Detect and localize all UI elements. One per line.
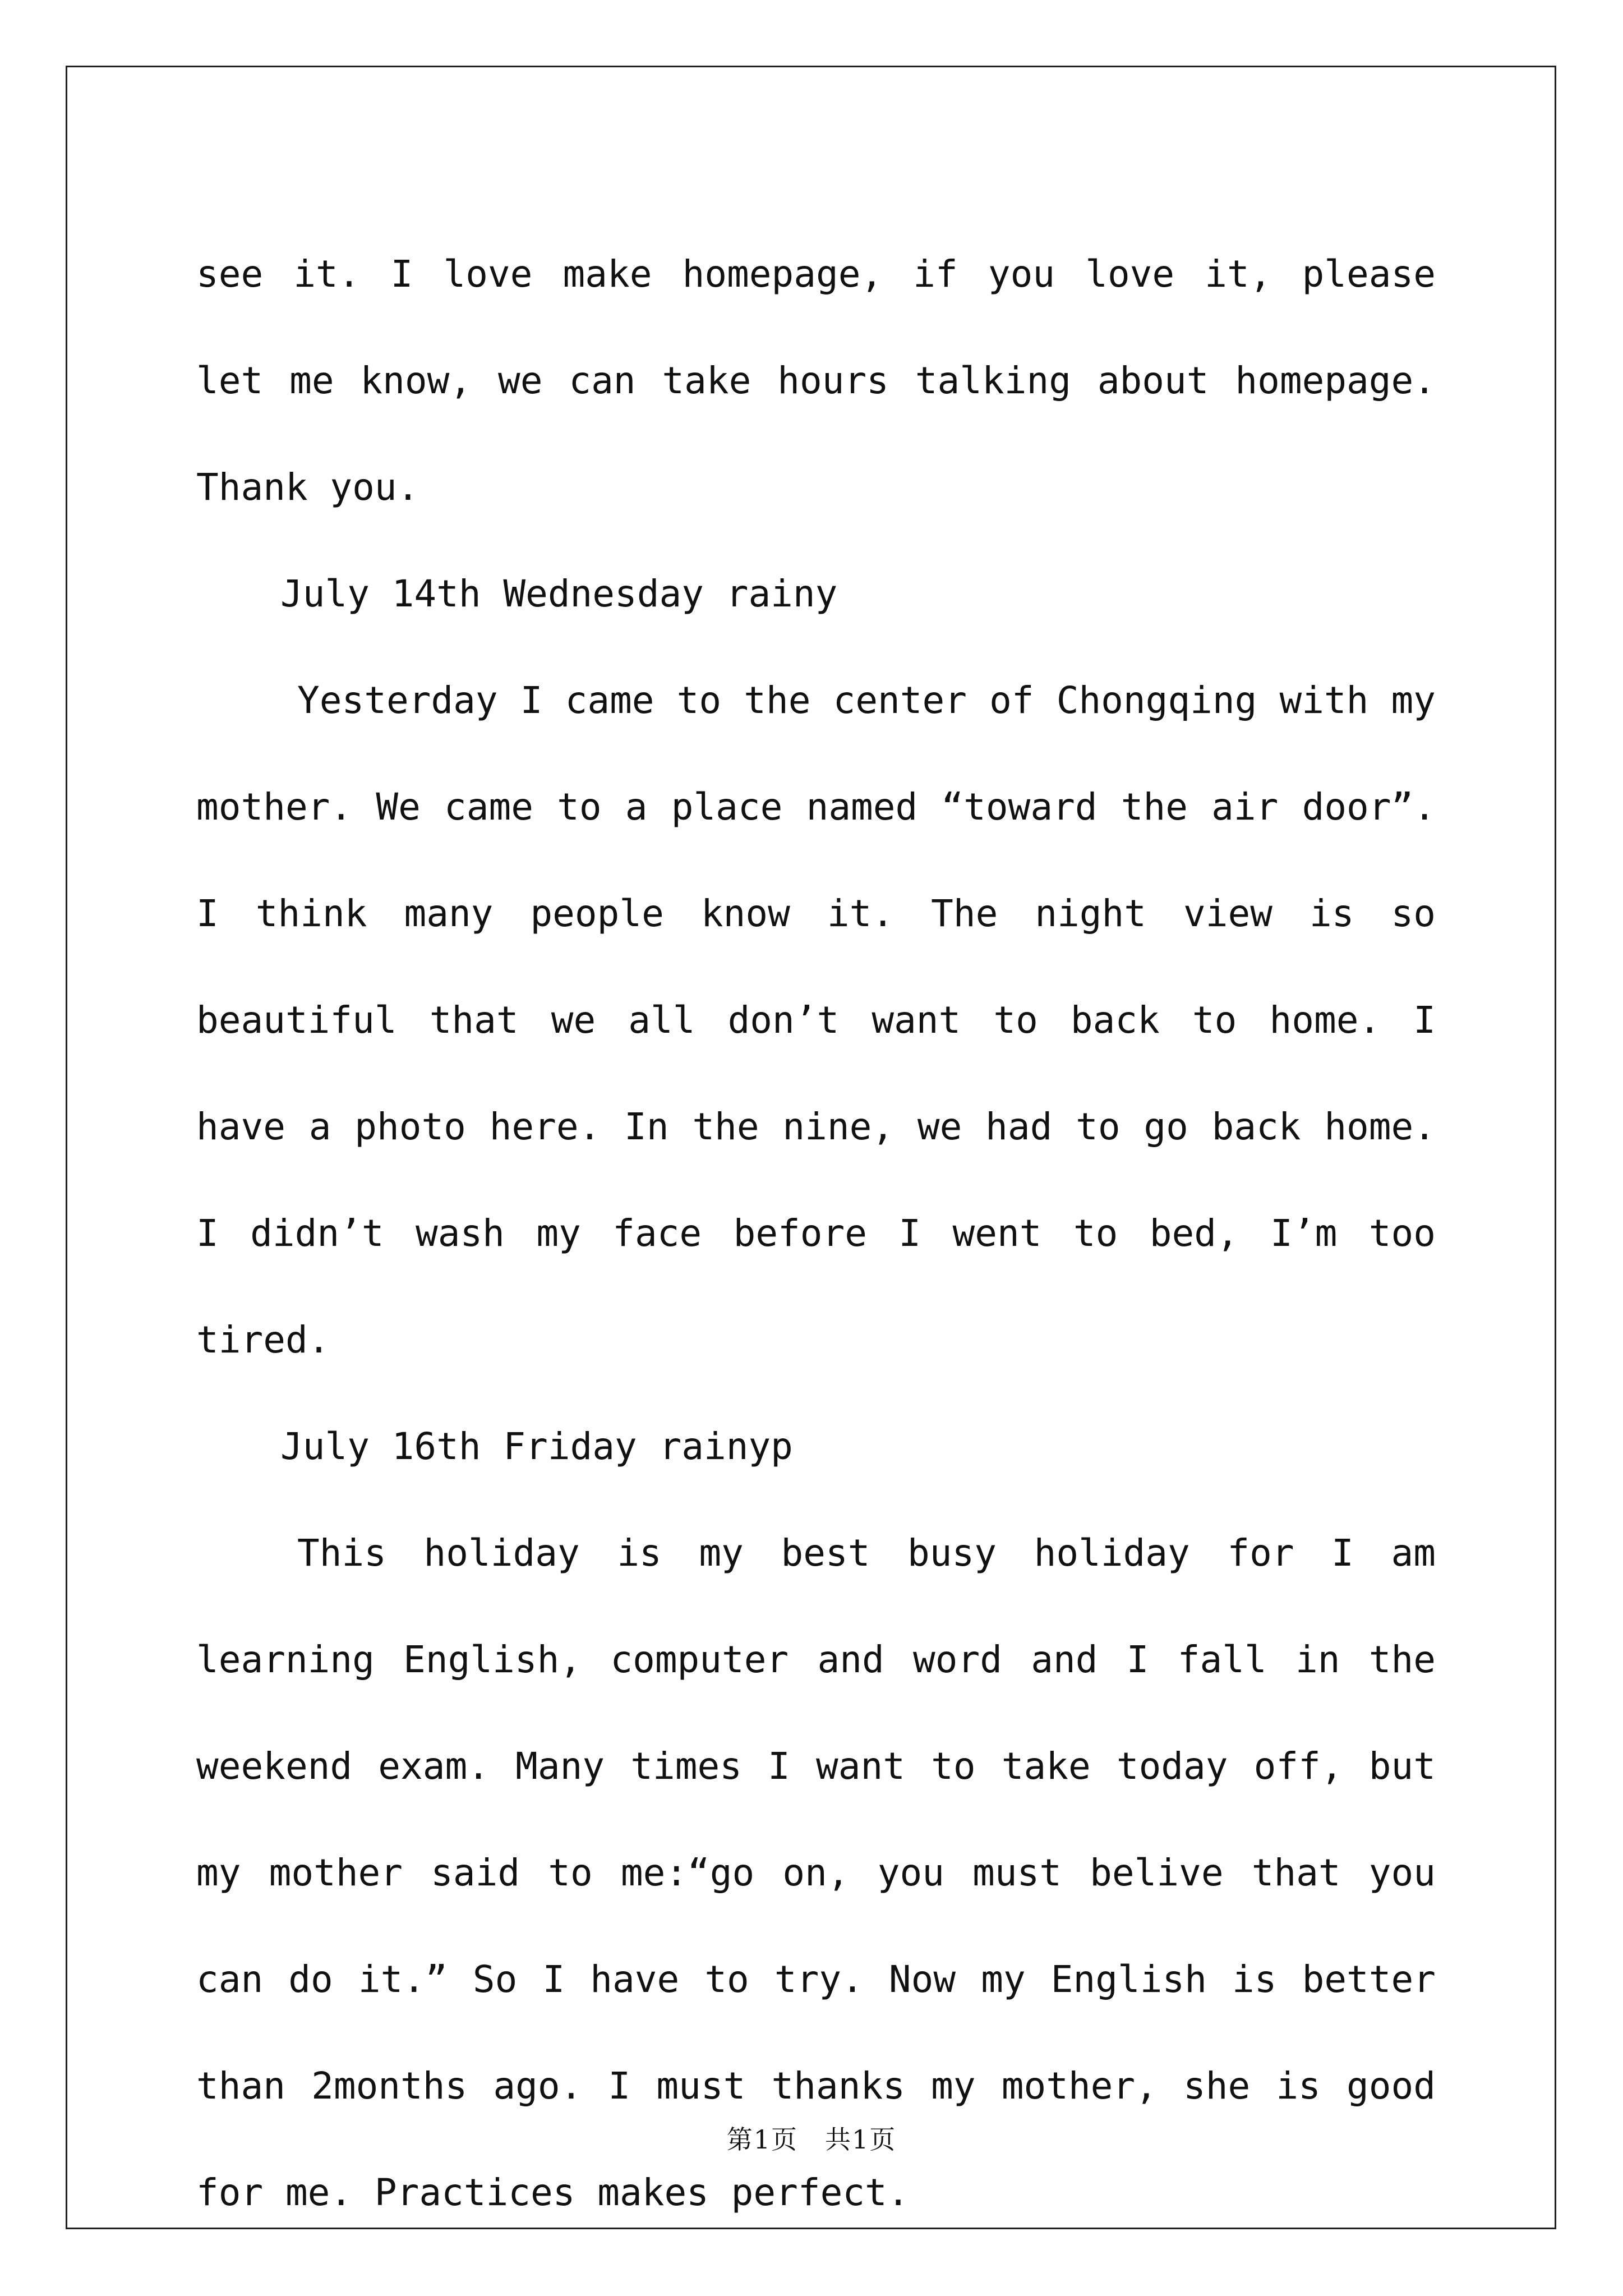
- diary-entry-paragraph: Yesterday I came to the center of Chongqing with my mother. We came to a place named “toward the air door”. I think many people know it. The night view is so beautiful that we all don’t want to back to home. I have a photo here. In the nine, we had to go back home. I didn’t wash my face before I went to bed, I’m too tired.: [196, 679, 1436, 1361]
- diary-date-heading: July 16th Friday rainyp: [280, 1425, 793, 1468]
- diary-entry-paragraph: This holiday is my best busy holiday for I am learning English, computer and word and I fall in the weekend exam. Many times I want to take today off, but my mother said to me:“go on, you must belive that you can do it.” So I have to try. Now my English is better than 2months ago. I must thanks my mother, she is good for me. Practices makes perfect.: [196, 1531, 1436, 2214]
- paragraph-intro: see it. I love make homepage, if you love it, please let me know, we can take hours talking about homepage. Thank you.: [196, 252, 1436, 509]
- page-number-footer: 第1页 共1页: [726, 2124, 897, 2155]
- document-body: [196, 221, 1436, 2246]
- diary-date-heading: July 14th Wednesday rainy: [280, 572, 838, 615]
